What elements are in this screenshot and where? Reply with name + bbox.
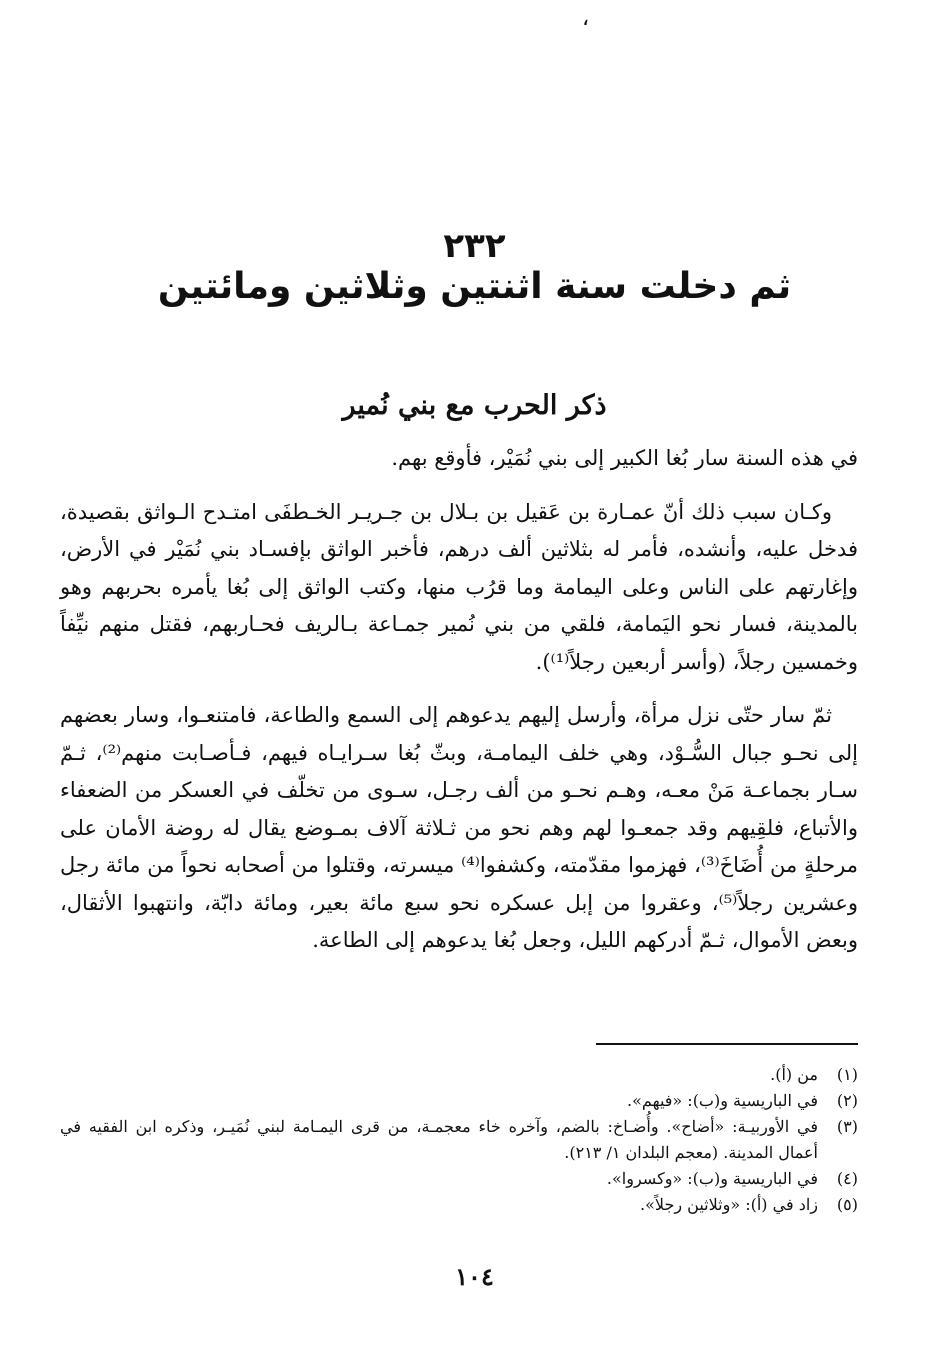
footnote-text: في الباريسية و(ب): «فيهم».: [627, 1091, 818, 1110]
year-number: ٢٣٢: [443, 226, 506, 266]
corner-mark: ،: [582, 6, 590, 31]
footnote-number: (٣): [836, 1117, 858, 1136]
footnote-text: في الأوربيـة: «أضاح». وأُضـاخ: بالضم، وآخره خاء معجمـة، من قرى اليمـامة لبني نُمَيـر، وذكره ابن الفقيه في أعمال المدينة. (معجم البلدان ١/ ٢١٣).: [60, 1117, 818, 1162]
footnotes: [60, 1062, 858, 1218]
footnote-number: (٢): [836, 1091, 858, 1110]
footnote-text: زاد في (أ): «وثلاثين رجلاً».: [640, 1195, 818, 1214]
body-text: [60, 440, 858, 976]
section-heading: ذكر الحرب مع بني نُمير: [342, 390, 607, 421]
footnote-text: من (أ).: [770, 1065, 818, 1084]
footnote-3: [60, 1114, 858, 1166]
page-number: ١٠٤: [455, 1262, 494, 1291]
footnote-number: (١): [836, 1065, 858, 1084]
chapter-title: ثم دخلت سنة اثنتين وثلاثين ومائتين: [157, 266, 792, 307]
paragraph-1: في هذه السنة سار بُغا الكبير إلى بني نُمَيْر، فأوقع بهم.: [391, 446, 858, 470]
footnote-number: (٤): [836, 1169, 858, 1188]
footnote-text: في الباريسية و(ب): «وكسروا».: [606, 1169, 818, 1188]
footnote-divider: [596, 1043, 858, 1045]
footnote-5: [60, 1192, 858, 1218]
footnote-2: [60, 1088, 858, 1114]
footnote-number: (٥): [836, 1195, 858, 1214]
paragraph-3: ثمّ سار حتّى نزل مرأة، وأرسل إليهم يدعوهم إلى السمع والطاعة، فامتنعـوا، وسار بعضهم إلى نحـو جبال السُّـوْد، وهي خلف اليمامـة، وبثّ بُغا سـرايـاه فيهم، فـأصـابت منهم⁽²⁾، ثـمّ سـار بجماعـة مَنْ معـه، وهـم نحـو من ألف رجـل، سـوى من تخلّف في العسكر من الضعفاء والأتباع، فلقِيهم وقد جمعـوا لهم وهم نحو من ثـلاثة آلاف بمـوضع يقال له روضة الأمان على مرحلةٍ من أُضَاخَ⁽³⁾، فهزموا مقدّمته، وكشفوا⁽⁴⁾ ميسرته، وقتلوا من أصحابه نحواً من مائة رجل وعشرين رجلاً⁽⁵⁾، وعقروا من إبل عسكره نحو سبع مائة بعير، ومائة دابّة، وانتهبوا الأثقال، وبعض الأموال، ثـمّ أدركهم الليل، وجعل بُغا يدعوهم إلى الطاعة.: [60, 703, 859, 952]
paragraph-2: وكـان سبب ذلك أنّ عمـارة بن عَقيل بن بـلال بن جـريـر الخـطفَى امتـدح الـواثق بقصيدة، فدخل عليه، وأنشده، فأمر له بثلاثين ألف درهم، فأخبر الواثق بإفسـاد بني نُمَيْر في الأرض، وإغارتهم على الناس وعلى اليمامة وما قرُب منها، وكتب الواثق إلى بُغا يأمره بحربهم وهو بالمدينة، فسار نحو اليَمامة، فلقي من بني نُمير جمـاعة بـالريف فحـاربهم، فقتل منهم نيِّفاً وخمسين رجلاً، (وأسر أربعين رجلاً⁽¹⁾).: [60, 499, 858, 674]
footnote-1: [60, 1062, 858, 1088]
footnote-4: [60, 1166, 858, 1192]
